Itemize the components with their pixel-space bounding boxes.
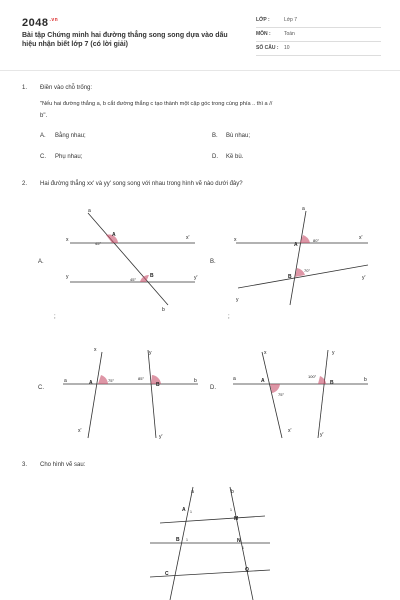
label-x: x bbox=[66, 237, 69, 243]
label-point-b: B bbox=[288, 274, 292, 280]
line-b bbox=[230, 487, 253, 600]
label-y-prime: y' bbox=[194, 275, 198, 281]
option-text-b[interactable]: Bù nhau; bbox=[226, 133, 251, 139]
question-prompt: Điền vào chỗ trống: bbox=[40, 85, 93, 91]
meta-grade bbox=[256, 14, 381, 28]
meta-key: SỐ CÂU : bbox=[256, 45, 279, 51]
label-b: b bbox=[162, 307, 165, 313]
label-point-n: N bbox=[237, 538, 241, 544]
label-y: y bbox=[236, 297, 239, 303]
label-point-b: B bbox=[330, 380, 334, 386]
option-text-d[interactable]: Kề bù. bbox=[226, 154, 244, 160]
label-y-prime: y' bbox=[362, 275, 366, 281]
figure-d[interactable] bbox=[228, 340, 378, 445]
option-letter-c: C. bbox=[38, 385, 44, 391]
label-x-prime: x' bbox=[78, 428, 82, 434]
logo-text: 2048 bbox=[22, 17, 49, 29]
label-x: x bbox=[94, 347, 97, 353]
meta-count bbox=[256, 42, 381, 56]
question-number: 1. bbox=[22, 85, 28, 91]
option-letter-a: A. bbox=[40, 133, 46, 139]
document-meta bbox=[256, 14, 381, 56]
question-text: "Nếu hai đường thẳng a, b cắt đường thẳng c tạo thành một cặp góc trong cùng phía .. thì a // bbox=[40, 101, 273, 107]
angle-index: 1 bbox=[242, 546, 244, 550]
question-text-cont: b". bbox=[40, 113, 48, 119]
separator: ; bbox=[228, 314, 230, 320]
line-am bbox=[160, 516, 265, 523]
angle-label-b: 85° bbox=[138, 376, 145, 381]
label-point-a: A bbox=[182, 507, 186, 513]
line-a bbox=[170, 487, 193, 600]
label-a: a bbox=[64, 378, 67, 384]
label-x: x bbox=[264, 350, 267, 356]
transversal-ab bbox=[88, 213, 168, 305]
label-b: b bbox=[194, 378, 197, 384]
figure-c[interactable] bbox=[58, 340, 208, 445]
figure-a[interactable] bbox=[60, 205, 210, 315]
label-point-c: C bbox=[165, 571, 169, 577]
label-a: a bbox=[233, 376, 236, 382]
label-b: b bbox=[364, 377, 367, 383]
angle-label-a: 45° bbox=[95, 241, 102, 246]
line-yy bbox=[318, 350, 328, 438]
label-y-prime: y' bbox=[159, 434, 163, 440]
label-y: y bbox=[149, 350, 152, 356]
option-letter-b: B. bbox=[212, 133, 218, 139]
angle-label-a: 75° bbox=[278, 392, 285, 397]
option-letter-d: D. bbox=[210, 385, 216, 391]
question-number: 3. bbox=[22, 462, 28, 468]
label-point-q: Q bbox=[245, 567, 249, 573]
label-point-b: B bbox=[176, 537, 180, 543]
option-letter-b: B. bbox=[210, 259, 216, 265]
label-x-prime: x' bbox=[288, 428, 292, 434]
angle-label-a: 80° bbox=[313, 238, 320, 243]
figure-b[interactable] bbox=[228, 205, 378, 315]
option-text-a[interactable]: Bằng nhau; bbox=[55, 133, 86, 139]
question-text: Hai đường thẳng xx' và yy' song song với nhau trong hình vẽ nào dưới đây? bbox=[40, 181, 243, 187]
angle-label-b: 70° bbox=[304, 268, 311, 273]
label-y: y bbox=[332, 350, 335, 356]
label-point-m: M bbox=[234, 516, 239, 522]
label-point-b: B bbox=[150, 273, 154, 279]
meta-value: Lớp 7 bbox=[284, 17, 298, 23]
separator: ; bbox=[54, 314, 56, 320]
angle-mark bbox=[98, 375, 108, 384]
option-text-c[interactable]: Phụ nhau; bbox=[55, 154, 83, 160]
line-xx bbox=[88, 352, 102, 438]
angle-label-a: 75° bbox=[108, 378, 115, 383]
document-header bbox=[0, 0, 400, 71]
meta-value: Toán bbox=[284, 31, 295, 37]
logo-suffix: .vn bbox=[49, 17, 59, 23]
site-logo[interactable] bbox=[22, 17, 58, 29]
angle-mark bbox=[140, 275, 149, 282]
label-y-prime: y' bbox=[320, 432, 324, 438]
meta-key: MÔN : bbox=[256, 31, 271, 37]
angle-index: 1 bbox=[186, 538, 188, 542]
transversal-a bbox=[290, 211, 306, 305]
option-letter-a: A. bbox=[38, 259, 44, 265]
label-a: a bbox=[302, 206, 305, 212]
line-yy bbox=[148, 350, 156, 438]
label-x: x bbox=[234, 237, 237, 243]
document-title: Bài tập Chứng minh hai đường thẳng song song dựa vào dấu hiệu nhận biết lớp 7 (có lời giải) bbox=[22, 32, 228, 48]
option-letter-d: D. bbox=[212, 154, 218, 160]
label-point-a: A bbox=[261, 378, 265, 384]
question-number: 2. bbox=[22, 181, 28, 187]
angle-index: 1 bbox=[190, 510, 192, 514]
label-point-a: A bbox=[112, 232, 116, 238]
meta-value: 10 bbox=[284, 45, 290, 51]
angle-label-b: 45° bbox=[130, 277, 137, 282]
label-y: y bbox=[66, 274, 69, 280]
label-a: a bbox=[88, 208, 91, 214]
angle-index: 1 bbox=[230, 508, 232, 512]
meta-subject bbox=[256, 28, 381, 42]
line-yy bbox=[238, 265, 368, 288]
meta-key: LỚP : bbox=[256, 17, 270, 23]
label-x-prime: x' bbox=[186, 235, 190, 241]
label-point-b: B bbox=[156, 382, 160, 388]
label-b: b bbox=[231, 489, 234, 495]
label-a: a bbox=[191, 489, 194, 495]
option-letter-c: C. bbox=[40, 154, 46, 160]
question-text: Cho hình vẽ sau: bbox=[40, 462, 86, 468]
figure-3[interactable] bbox=[145, 483, 275, 600]
angle-label-b: 100° bbox=[308, 374, 317, 379]
label-point-a: A bbox=[294, 242, 298, 248]
label-x-prime: x' bbox=[359, 235, 363, 241]
label-point-a: A bbox=[89, 380, 93, 386]
